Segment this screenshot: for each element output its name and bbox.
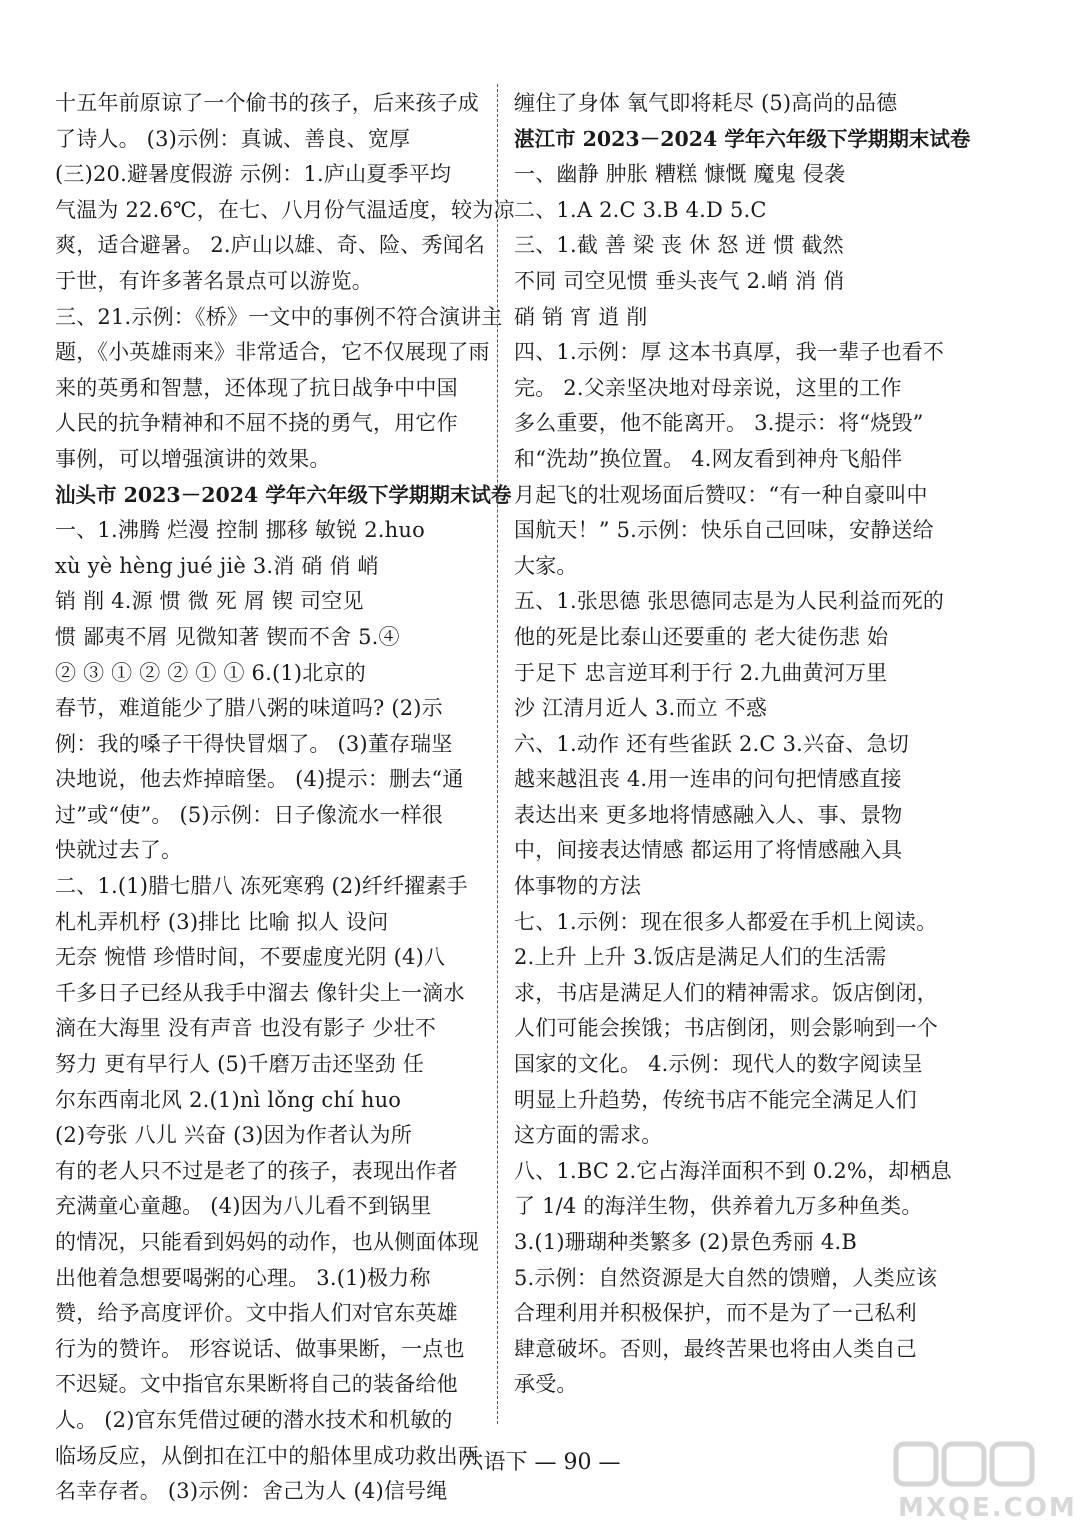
answer-line: 一、1.沸腾 烂漫 控制 挪移 敏锐 2.huo [55,518,425,543]
answer-line: 七、1.示例：现在很多人都爱在手机上阅读。 [514,909,938,934]
section-heading: 湛江市 2023－2024 学年六年级下学期期末试卷 [514,126,971,151]
answer-line: 完。 2.父亲坚决地对母亲说，这里的工作 [514,375,902,400]
answer-line: 充满童心童趣。 (4)因为八儿看不到锅里 [55,1194,432,1219]
page-footer: 六语下 — 90 — [461,1450,621,1475]
answer-line: 的情况，只能看到妈妈的动作，也从侧面体现 [55,1230,479,1254]
answer-line: 惯 鄙夷不屑 见微知著 锲而不舍 5.④ [55,624,400,649]
answer-line: 事例，可以增强演讲的效果。 [55,446,331,471]
answer-line: 过”或“使”。 (5)示例：日子像流水一样很 [55,802,444,827]
answer-line: 于足下 忠言逆耳利于行 2.九曲黄河万里 [514,660,888,685]
answer-line: 中，间接表达情感 都运用了将情感融入具 [514,838,903,863]
answer-line: 求，书店是满足人们的精神需求。饭店倒闭， [514,980,938,1005]
answer-line: 札札弄机杼 (3)排比 比喻 拟人 设问 [55,909,389,934]
answer-line: ② ③ ① ② ② ① ① 6.(1)北京的 [55,660,366,685]
answer-line: 五、1.张思德 张思德同志是为人民利益而死的 [514,589,945,614]
answer-line: 3.(1)珊瑚种类繁多 (2)景色秀丽 4.B [514,1230,857,1254]
answer-line: 爽，适合避暑。 2.庐山以雄、奇、险、秀闻名 [55,233,486,258]
answer-line: 二、1.(1)腊七腊八 冻死寒鸦 (2)纤纤擢素手 [55,874,468,899]
answer-line: 六、1.动作 还有些雀跃 2.C 3.兴奋、急切 [514,731,910,756]
section-heading: 汕头市 2023－2024 学年六年级下学期期末试卷 [55,482,512,507]
answer-line: 表达出来 更多地将情感融入人、事、景物 [514,802,903,827]
answer-line: 气温为 22.6℃，在七、八月份气温适度，较为凉 [55,197,515,222]
answer-line: 肆意破坏。否则，最终苦果也将由人类自己 [514,1336,917,1361]
answer-line: (三)20.避暑度假游 示例：1.庐山夏季平均 [55,162,452,187]
answer-line: xù yè hèng jué jiè 3.消 硝 俏 峭 [55,553,379,578]
answer-line: 多么重要，他不能离开。 3.提示：将“烧毁” [514,411,924,436]
answer-line: 人们可能会挨饿；书店倒闭，则会影响到一个 [514,1016,938,1041]
left-column [55,86,515,1510]
answer-line: 滴在大海里 没有声音 也没有影子 少壮不 [55,1016,437,1041]
answer-line: 有的老人只不过是老了的孩子，表现出作者 [55,1158,458,1183]
answer-line: 2.上升 上升 3.饭店是满足人们的生活需 [514,945,887,970]
answer-line: 决地说，他去炸掉暗堡。 (4)提示：删去“通 [55,767,464,792]
answer-line: 了诗人。 (3)示例：真诚、善良、宽厚 [55,126,411,151]
answer-line: 临场反应，从倒扣在江中的船体里成功救出两 [55,1443,479,1468]
answer-line: 不同 司空见惯 垂头丧气 2.峭 消 俏 [514,268,845,293]
answer-line: 人。 (2)官东凭借过硬的潜水技术和机敏的 [55,1407,453,1432]
answer-line: 体事物的方法 [514,874,642,899]
answer-line: 快就过去了。 [55,838,183,863]
answer-line: 八、1.BC 2.它占海洋面积不到 0.2%，却栖息 [514,1158,952,1183]
answer-line: 销 削 4.源 惯 微 死 屑 锲 司空见 [55,589,364,614]
answer-line: 沙 江清月近人 3.而立 不惑 [514,696,768,721]
column-divider [497,84,498,1424]
answer-line: (2)夸张 八儿 兴奋 (3)因为作者认为所 [55,1123,412,1148]
answer-line: 出他着急想要喝粥的心理。 3.(1)极力称 [55,1265,431,1290]
answer-line: 国家的文化。 4.示例：现代人的数字阅读呈 [514,1052,923,1077]
answer-line: 合理利用并积极保护，而不是为了一己私利 [514,1301,917,1326]
answer-line: 和“洗劫”换位置。 4.网友看到神舟飞船伴 [514,446,903,471]
answer-line: 明显上升趋势，传统书店不能完全满足人们 [514,1087,917,1112]
answer-line: 他的死是比泰山还要重的 老大徒伤悲 始 [514,624,889,649]
watermark-logo [892,1440,1077,1525]
answer-line: 国航天！” 5.示例：快乐自己回味，安静送给 [514,518,934,543]
watermark-text: MXQE.COM [898,1493,1077,1523]
answer-line: 越来越沮丧 4.用一连串的问句把情感直接 [514,767,902,792]
answer-line: 缠住了身体 氧气即将耗尽 (5)高尚的品德 [514,91,898,115]
answer-line: 二、1.A 2.C 3.B 4.D 5.C [514,197,767,222]
answer-line: 不迟疑。文中指官东果断将自己的装备给他 [55,1372,458,1397]
answer-line: 大家。 [514,553,578,578]
answer-line: 来的英勇和智慧，还体现了抗日战争中中国 [55,375,458,400]
answer-line: 承受。 [514,1372,578,1397]
answer-line: 尔东西南北风 2.(1)nì lǒng chí huo [55,1087,402,1112]
right-column [514,86,971,1403]
answer-line: 例：我的嗓子干得快冒烟了。 (3)董存瑞坚 [55,731,453,756]
answer-line: 题，《小英雄雨来》非常适合，它不仅展现了雨 [55,340,490,365]
answer-line: 5.示例：自然资源是大自然的馈赠，人类应该 [514,1265,938,1290]
answer-line: 人民的抗争精神和不屈不挠的勇气，用它作 [55,411,458,436]
answer-line: 硝 销 宵 逍 削 [514,304,648,329]
answer-line: 无奈 惋惜 珍惜时间，不要虚度光阴 (4)八 [55,945,446,970]
answer-line: 这方面的需求。 [514,1123,663,1148]
answer-line: 赞，给予高度评价。文中指人们对官东英雄 [55,1301,458,1326]
answer-line: 名幸存者。 (3)示例：舍己为人 (4)信号绳 [55,1479,448,1504]
answer-line: 千多日子已经从我手中溜去 像针尖上一滴水 [55,980,465,1005]
answer-line: 三、21.示例：《桥》一文中的事例不符合演讲主 [55,304,503,329]
answer-line: 于世，有许多著名景点可以游览。 [55,268,373,293]
answer-line: 了 1/4 的海洋生物，供养着九万多种鱼类。 [514,1194,923,1219]
answer-line: 努力 更有早行人 (5)千磨万击还坚劲 任 [55,1052,424,1077]
answer-line: 四、1.示例：厚 这本书真厚，我一辈子也看不 [514,340,945,365]
answer-line: 十五年前原谅了一个偷书的孩子，后来孩子成 [55,91,479,115]
answer-line: 一、幽静 肿胀 糟糕 慷慨 魔鬼 侵袭 [514,162,846,187]
answer-line: 三、1.截 善 梁 丧 休 怒 迸 惯 截然 [514,233,844,258]
answer-line: 行为的赞许。 形容说话、做事果断，一点也 [55,1336,465,1361]
answer-line: 春节，难道能少了腊八粥的味道吗? (2)示 [55,696,443,721]
answer-line: 月起飞的壮观场面后赞叹：“有一种自豪叫中 [514,482,928,507]
